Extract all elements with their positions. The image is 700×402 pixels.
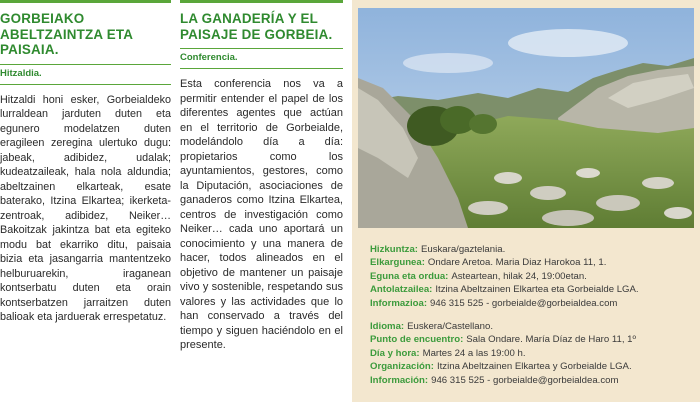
spanish-title: LA GANADERÍA Y EL PAISAJE DE GORBEIA. xyxy=(180,0,343,42)
info-es-contact: Información: 946 315 525 - gorbeialde@gorbeialdea.com xyxy=(370,374,619,386)
info-eu-venue: Elkargunea: Ondare Aretoa. Maria Diaz Harokoa 11, 1. xyxy=(370,257,607,269)
spanish-body-text: Esta conferencia nos va a permitir entender el papel de los diferentes agentes que actúan en el territorio de Gorbeialde, modelándolo día a día: propietarios como los ayuntamientos, gestores, como la Diputación, asociaciones de ganaderos como Itzina Elkartea, centros de investigación como Neiker… cada uno aportará un conocimiento y una manera de hacer, todos alineados en el objetivo de mantener un paisaje vivo y sostenible, respetando sus valores y las actividades que lo han conservado a través del tiempo y siguen haciéndolo en el presente. xyxy=(180,78,343,351)
spanish-event-type: Conferencia. xyxy=(180,52,238,63)
info-spanish xyxy=(370,320,695,387)
landscape-photo xyxy=(358,8,694,228)
info-basque xyxy=(370,243,695,310)
spanish-type-rule xyxy=(180,68,343,69)
basque-body-text: Hitzaldi honi esker, Gorbeialdeko lurraldean jarduten duten eta egunero modelatzen duten eragileen zeregina ulertuko dugu: jabeak, adibidez, udalak; kudeatzaileak, hala nola aldundia; abeltzainen elkarteak, esate baterako, Itzina Elkartea; ikerketa-zentroak, adibidez, Neiker… Bakoitzak jakintza bat eta egiteko modu bat ekarriko ditu, paisaia bizia eta jasangarria mantentzeko helburuarekin, iraganean kontserbatu duten eta orain kontserbatzen jarraitzen duten balioak eta jarduerak errespetatuz. xyxy=(0,93,171,323)
spanish-title-rule xyxy=(180,48,343,49)
spanish-column xyxy=(180,0,343,402)
info-es-venue: Punto de encuentro: Sala Ondare. María Díaz de Haro 11, 1º xyxy=(370,334,636,346)
info-eu-datetime: Eguna eta ordua: Asteartean, hilak 24, 19:00etan. xyxy=(370,270,587,282)
info-eu-organizer: Antolatzailea: Itzina Abeltzainen Elkartea eta Gorbeialde LGA. xyxy=(370,284,639,296)
info-eu-language: Hizkuntza: Euskara/gaztelania. xyxy=(370,244,506,255)
info-eu-contact: Informazioa: 946 315 525 - gorbeialde@gorbeialdea.com xyxy=(370,297,618,309)
basque-column xyxy=(0,0,171,402)
basque-title-rule xyxy=(0,64,171,65)
info-es-language: Idioma: Euskera/Castellano. xyxy=(370,321,493,332)
basque-title: GORBEIAKO ABELTZAINTZA ETA PAISAIA. xyxy=(0,0,171,58)
basque-event-type: Hitzaldia. xyxy=(0,67,42,79)
basque-type-rule xyxy=(0,84,171,85)
info-es-organizer: Organización: Itzina Abeltzainen Elkartea y Gorbeialde LGA. xyxy=(370,361,632,373)
info-es-datetime: Día y hora: Martes 24 a las 19:00 h. xyxy=(370,347,526,359)
info-panel xyxy=(352,0,700,402)
